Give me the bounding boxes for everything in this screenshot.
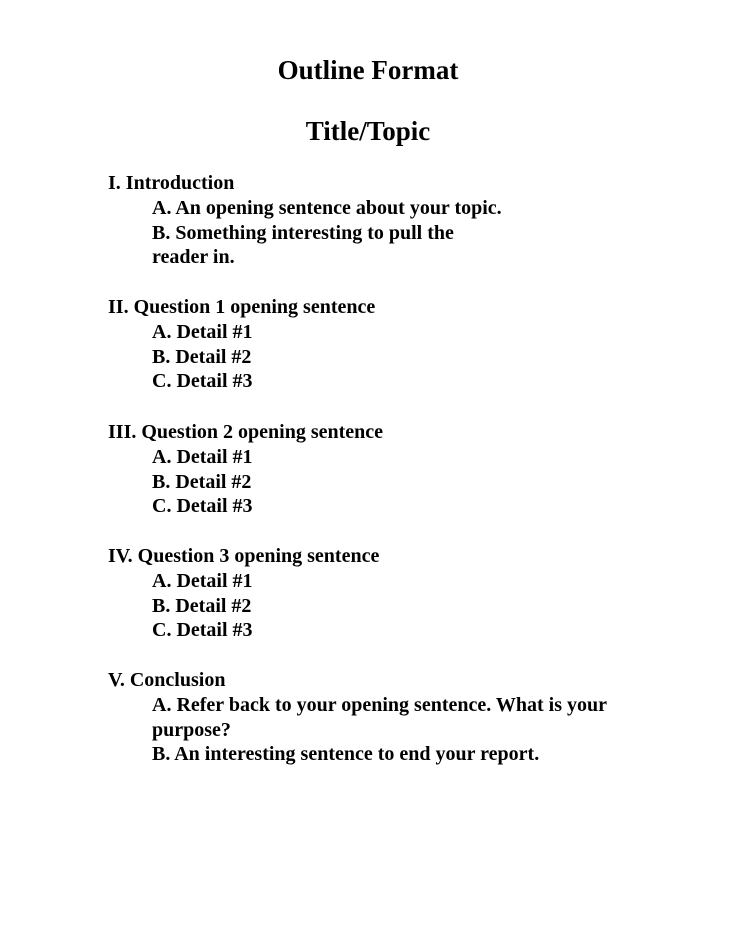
section-heading: IV. Question 3 opening sentence (108, 545, 380, 567)
outline-item: B. Detail #2 (152, 470, 252, 493)
outline-item: A. Detail #1 (152, 445, 253, 468)
page-subtitle: Title/Topic (305, 116, 431, 146)
outline-item: A. Detail #1 (152, 569, 253, 592)
outline-item: C. Detail #3 (152, 370, 253, 393)
outline-item: A. Detail #1 (152, 320, 253, 343)
section-heading: II. Question 1 opening sentence (108, 296, 376, 318)
outline-item: B. Detail #2 (152, 345, 252, 368)
outline-item: C. Detail #3 (152, 619, 253, 642)
outline-section-question-2 (108, 420, 668, 519)
outline-item: A. Refer back to your opening sentence. What is your purpose? (152, 693, 607, 741)
outline-item: C. Detail #3 (152, 495, 253, 518)
page-title: Outline Format (277, 55, 459, 85)
outline-section-question-3 (108, 544, 668, 643)
outline-item: A. An opening sentence about your topic. (152, 196, 502, 219)
outline-item: B. Something interesting to pull the reader in. (152, 221, 454, 269)
outline-item: B. Detail #2 (152, 594, 252, 617)
section-heading: III. Question 2 opening sentence (108, 421, 384, 443)
outline-item: B. An interesting sentence to end your report. (152, 743, 540, 766)
outline-section-conclusion (108, 668, 668, 767)
outline-section-question-1 (108, 295, 668, 394)
outline-section-introduction (108, 171, 668, 270)
section-heading: I. Introduction (108, 172, 235, 194)
section-heading: V. Conclusion (108, 669, 226, 691)
